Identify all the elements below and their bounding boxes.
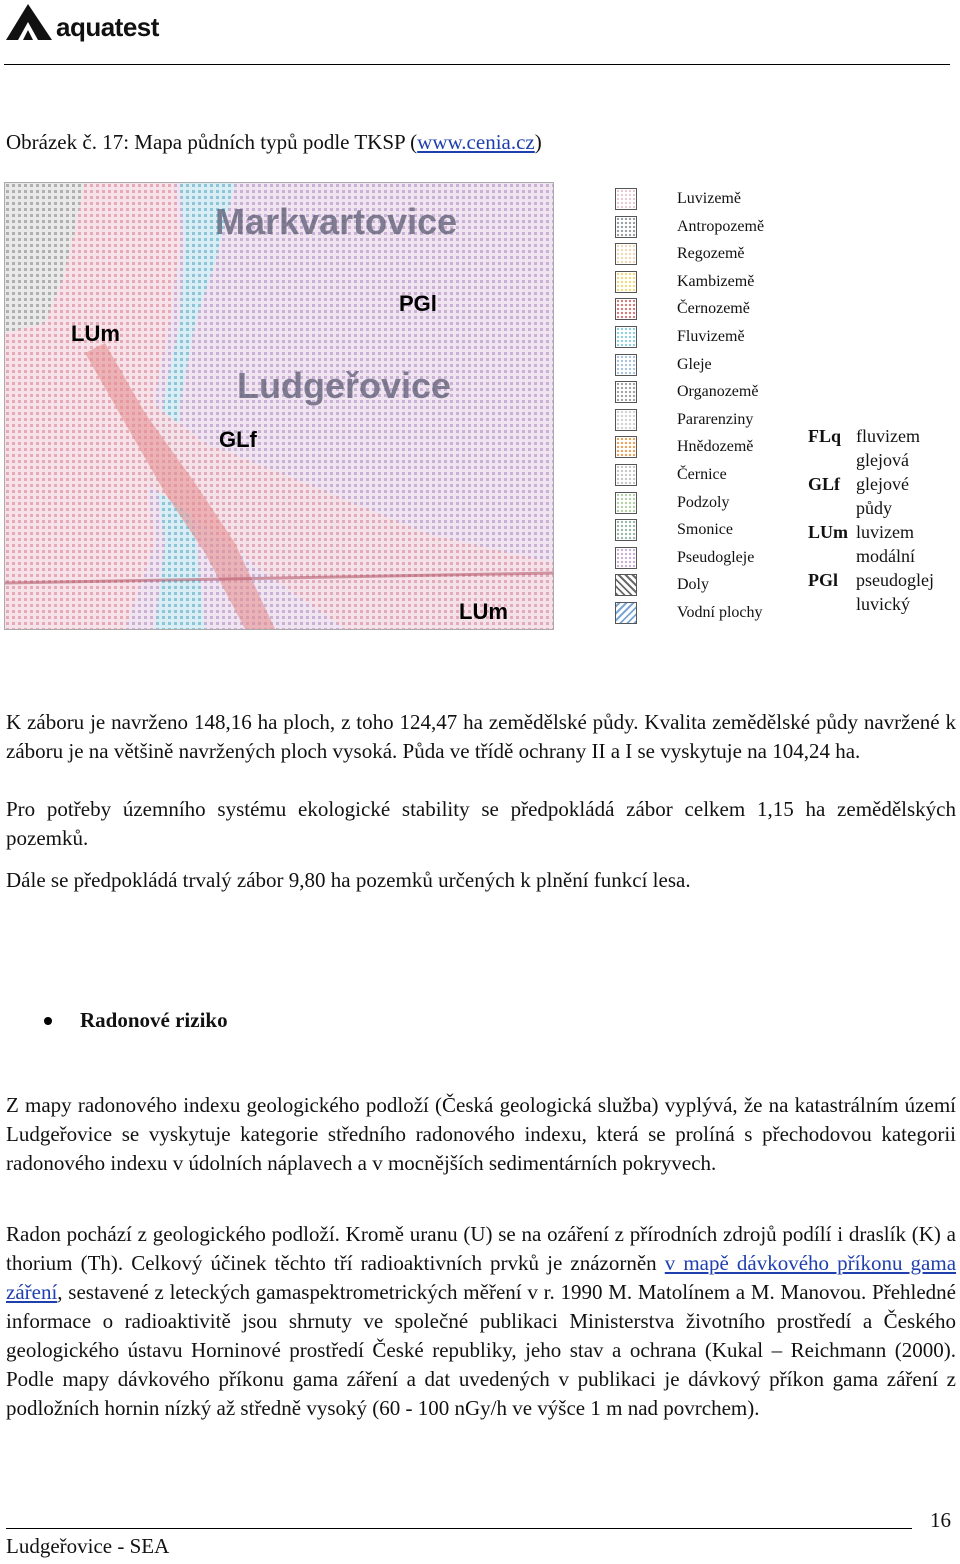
legend-label: Regozemě	[677, 245, 745, 262]
legend-item	[615, 409, 815, 435]
legend-item	[615, 354, 815, 380]
bullet-icon	[44, 1017, 52, 1025]
legend-item	[615, 326, 815, 352]
legend-item	[615, 574, 815, 600]
legend-swatch	[615, 519, 637, 541]
legend-swatch	[615, 271, 637, 293]
abbr-lum: LUm luvizem modální	[808, 522, 915, 566]
legend-label: Pseudogleje	[677, 549, 755, 566]
header-rule	[4, 64, 950, 65]
legend-label: Hnědozemě	[677, 438, 754, 455]
legend-item	[615, 216, 815, 242]
legend-item	[615, 243, 815, 269]
legend-swatch	[615, 188, 637, 210]
legend-swatch	[615, 574, 637, 596]
legend-item	[615, 188, 815, 214]
map-label-glf: GLf	[219, 427, 257, 452]
legend-item	[615, 436, 815, 462]
legend-swatch	[615, 547, 637, 569]
legend-swatch	[615, 602, 637, 624]
abbr-glf: GLf glejové půdy	[808, 474, 909, 518]
legend-item	[615, 547, 815, 573]
legend-swatch	[615, 464, 637, 486]
footer-title: Ludgeřovice - SEA	[6, 1534, 170, 1558]
legend-label: Pararenziny	[677, 411, 754, 428]
legend-swatch	[615, 436, 637, 458]
legend-item	[615, 381, 815, 407]
legend-label: Luvizemě	[677, 190, 741, 207]
legend-swatch	[615, 326, 637, 348]
figure-caption: Obrázek č. 17: Mapa půdních typů podle TKSP (www.cenia.cz)	[6, 130, 542, 154]
paragraph-land-take: K záboru je navrženo 148,16 ha ploch, z toho 124,47 ha zemědělské půdy. Kvalita zemědělské půdy navržené k záboru je na většině navržených ploch vysoká. Půda ve třídě ochrany II a I se vyskytuje na 104,24 ha.	[6, 710, 956, 763]
legend-label: Smonice	[677, 521, 733, 538]
map-label-lum-1: LUm	[71, 321, 120, 346]
paragraph-radon-map: Z mapy radonového indexu geologického podloží (Česká geologická služba) vyplývá, že na katastrálním území Ludgeřovice se vyskytuje kategorie středního radonového indexu, která se prolíná s přechodovou kategorii radonového indexu v údolních náplavech a v mocnějších sedimentárních pokryvech.	[6, 1093, 956, 1175]
legend-label: Antropozemě	[677, 218, 765, 235]
paragraph-radon-source: Radon pochází z geologického podloží. Kromě uranu (U) se na ozáření z přírodních zdrojů podílí i draslík (K) a thorium (Th). Celkový účinek těchto tří radioaktivních prvků je znázorněn v mapě dávkového příkonu gama záření, sestavené z leteckých gamaspektrometrických měření v r. 1990 M. Matolínem a M. Manovou. Přehledné informace o radioaktivitě jsou shrnuty ve společné publikaci Ministerstva životního prostředí a Českého geologického ústavu Horninové prostředí České republiky, jeho stav a ochrana (Kukal – Reichmann (2000). Podle mapy dávkového příkonu gama záření a dat uvedených v publikaci je dávkový příkon gama záření z podložních hornin nízký až středně vysoký (60 - 100 nGy/h ve výšce 1 m nad povrchem).	[6, 1222, 957, 1420]
paragraph-forest: Dále se předpokládá trvalý zábor 9,80 ha pozemků určených k plnění funkcí lesa.	[6, 868, 691, 892]
abbr-flq: FLq fluvizem glejová	[808, 426, 920, 470]
legend-label: Podzoly	[677, 494, 730, 511]
map-place-markvartovice: Markvartovice	[215, 201, 458, 242]
dose-rate-map-link[interactable]: v mapě dávkového příkonu gama záření	[6, 1251, 957, 1304]
page-number: 16	[930, 1508, 951, 1532]
section-heading-radon: Radonové riziko	[80, 1008, 228, 1032]
legend-item	[615, 519, 815, 545]
legend-item	[615, 298, 815, 324]
legend-item	[615, 492, 815, 518]
logo-text: aquatest	[56, 12, 159, 42]
logo-mountain-icon	[4, 0, 56, 44]
legend-swatch	[615, 409, 637, 431]
legend-item	[615, 271, 815, 297]
footer-rule	[6, 1528, 912, 1529]
legend-label: Gleje	[677, 356, 712, 373]
legend-swatch	[615, 243, 637, 265]
cenia-link[interactable]: www.cenia.cz	[417, 130, 535, 154]
legend-swatch	[615, 298, 637, 320]
abbreviation-key	[808, 424, 958, 616]
legend-swatch	[615, 354, 637, 376]
legend-label: Vodní plochy	[677, 604, 763, 621]
soil-map	[4, 182, 554, 630]
legend-label: Kambizemě	[677, 273, 755, 290]
legend-item	[615, 464, 815, 490]
paragraph-uses: Pro potřeby územního systému ekologické stability se předpokládá zábor celkem 1,15 ha zemědělských pozemků.	[6, 797, 956, 850]
map-label-lum-2: LUm	[459, 599, 508, 624]
abbr-pgl: PGl pseudoglej luvický	[808, 570, 934, 614]
legend-swatch	[615, 492, 637, 514]
map-place-ludgerovice: Ludgeřovice	[237, 365, 452, 406]
legend-label: Doly	[677, 576, 709, 593]
legend-swatch	[615, 216, 637, 238]
legend-label: Organozemě	[677, 383, 759, 400]
legend-label: Černice	[677, 466, 727, 483]
map-label-pgl: PGl	[399, 291, 437, 316]
legend-item	[615, 602, 815, 628]
legend-label: Fluvizemě	[677, 328, 745, 345]
legend-swatch	[615, 381, 637, 403]
legend-label: Černozemě	[677, 300, 750, 317]
